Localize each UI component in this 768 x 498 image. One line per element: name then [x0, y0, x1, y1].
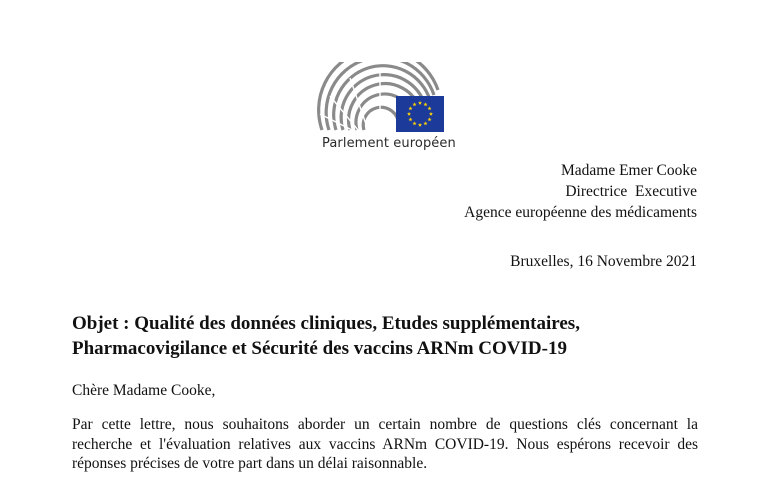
body-line-1: Par cette lettre, nous souhaitons aborder un certain nombre de questions clés concernant la [72, 416, 698, 433]
date-line: Bruxelles, 16 Novembre 2021 [510, 253, 697, 270]
body-line-2: recherche et l'évaluation relatives aux vaccins ARNm COVID-19. Nous espérons recevoir des [72, 435, 698, 453]
body-line-3: réponses précises de votre part dans un délai raisonnable. [72, 455, 428, 472]
recipient-title: Directrice Executive [565, 183, 697, 200]
subject-heading [72, 311, 580, 361]
body-paragraph [72, 415, 698, 474]
parliament-hemicycle-icon [316, 62, 448, 136]
recipient-name: Madame Emer Cooke [560, 162, 697, 179]
recipient-agency: Agence européenne des médicaments [464, 204, 697, 221]
subject-line-1: Objet : Qualité des données cliniques, Etudes supplémentaires, [72, 313, 580, 334]
recipient-block [464, 160, 697, 223]
logo-caption: Parlement européen [322, 136, 456, 151]
salutation: Chère Madame Cooke, [72, 382, 216, 399]
subject-line-2: Pharmacovigilance et Sécurité des vaccins ARNm COVID-19 [72, 338, 567, 359]
